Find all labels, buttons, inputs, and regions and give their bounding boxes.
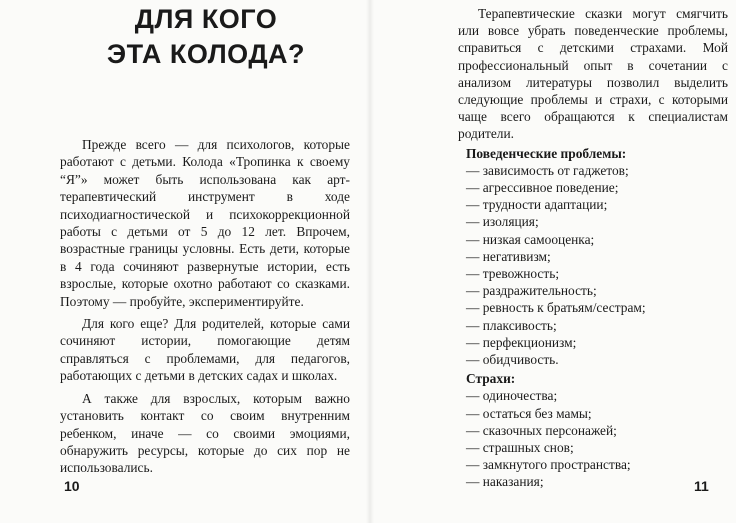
list-item: — обидчивость.: [466, 352, 559, 368]
list-item: — низкая самооценка;: [466, 231, 595, 247]
heading-line-2: ЭТА КОЛОДА?: [106, 39, 306, 69]
fears-list: [458, 387, 728, 490]
list-item: — трудности адаптации;: [466, 197, 608, 213]
list-item: — раздражительность;: [466, 283, 597, 299]
list-item: — наказания;: [466, 474, 544, 490]
left-body-text: [60, 136, 350, 482]
page-number-left: 10: [64, 478, 80, 494]
list-item: — плаксивость;: [466, 317, 557, 333]
list-item: — одиночества;: [466, 388, 558, 404]
list-item: — негативизм;: [466, 248, 551, 264]
fears-title: Страхи:: [466, 371, 516, 387]
behavior-problems-list: [458, 162, 728, 368]
behavior-problems-title: Поведенческие проблемы:: [466, 145, 627, 161]
list-item: — перфекционизм;: [466, 334, 577, 350]
list-item: — остаться без мамы;: [466, 405, 592, 421]
right-body-text: [458, 5, 728, 493]
list-item: — сказочных персонажей;: [466, 422, 617, 438]
list-item: — агрессивное поведение;: [466, 180, 619, 196]
list-item: — тревожность;: [466, 266, 560, 282]
paragraph: Прежде всего — для психологов, которые работают с детьми. Колода «Тропинка к своему “Я”» может быть использована как арт-терапевтический инструмент в ходе психодиагностической и психокоррекционной работы с детьми от 5 до 12 лет. Впрочем, возрастные границы условны. Есть дети, которые в 4 года сочиняют развернутые истории, есть взрослые, которые охотно работают со сказками. Поэтому — пробуйте, экспериментируйте.: [60, 137, 350, 309]
page-heading: [96, 2, 316, 72]
right-page: [372, 0, 736, 523]
heading-line-1: ДЛЯ КОГО: [134, 4, 278, 34]
list-item: — ревность к братьям/сестрам;: [466, 300, 646, 316]
page-number-right: 11: [694, 478, 709, 494]
list-item: — страшных снов;: [466, 440, 574, 456]
list-item: — замкнутого пространства;: [466, 457, 631, 473]
list-item: — изоляция;: [466, 214, 539, 230]
paragraph: А также для взрослых, которым важно установить контакт со своим внутренним ребенком, иначе — со своими эмоциями, обнаружить ресурсы, которые до сих пор не использовались.: [60, 390, 350, 476]
paragraph: Для кого еще? Для родителей, которые сами сочиняют истории, помогающие детям справляться с проблемами, для педагогов, работающих с детьми в детских садах и школах.: [60, 316, 350, 384]
intro-paragraph: Терапевтические сказки могут смягчить или вовсе убрать поведенческие проблемы, справиться с детскими страхами. Мой профессиональный опыт в сочетании с анализом литературы позволил выделить следующие проблемы и страхи, с которыми чаще всего обращаются к специалистам родители.: [458, 6, 728, 142]
list-item: — зависимость от гаджетов;: [466, 162, 629, 178]
